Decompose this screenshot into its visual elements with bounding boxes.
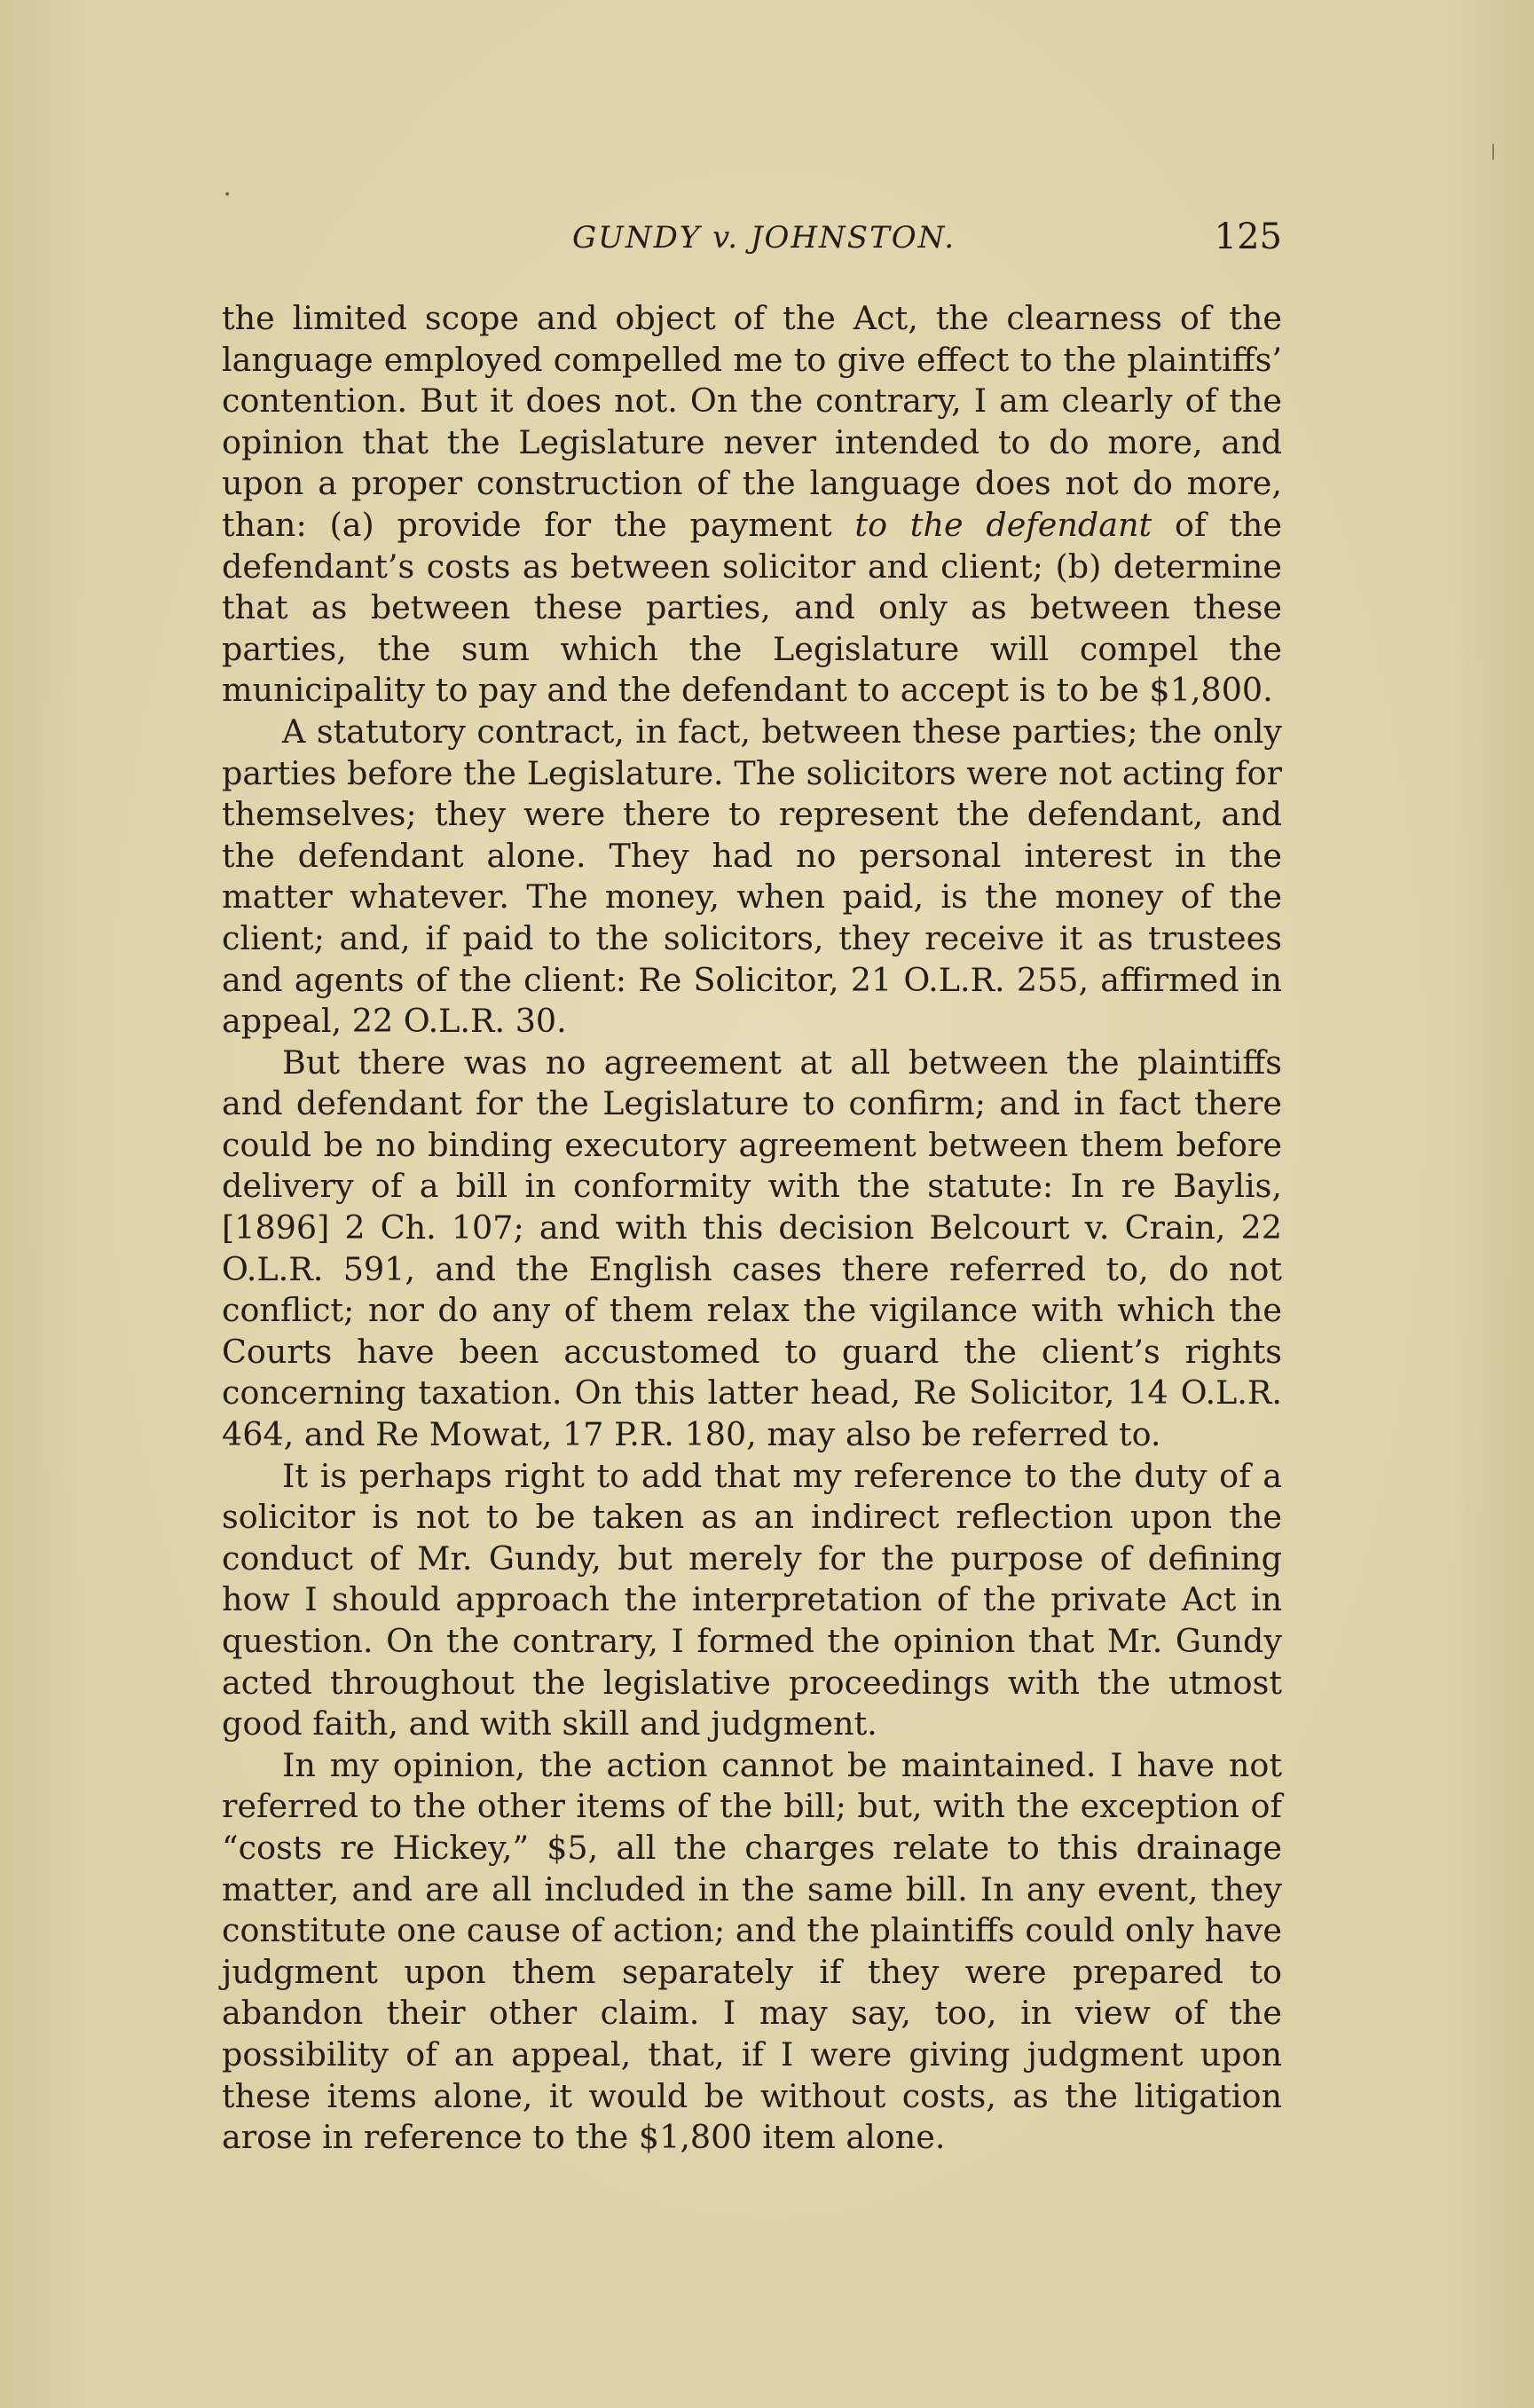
emphasis-to-the-defendant: to the defendant: [854, 505, 1152, 544]
page-number: 125: [1214, 216, 1282, 257]
body-text: [222, 298, 1282, 2159]
running-head: GUNDY v. JOHNSTON.: [572, 220, 956, 256]
paragraph-4: It is perhaps right to add that my reference to the duty of a solicitor is not to be taken as an indirect reflection upon the conduct of Mr. Gundy, but merely for the purpose of defining how I should approach the interpretation of the private Act in question. On the contrary, I formed the opinion that Mr. Gundy acted throughout the legislative proceedings with the utmost good faith, and with skill and judgment.: [222, 1456, 1282, 1743]
paragraph-1-text-before: the limited scope and object of the Act, the clearness of the language employed compelled me to give effect to the plaintiffs’ contention. But it does not. On the contrary, I am clearly of the opinion that the Legislature never intended to do more, and upon a proper construction of the language does not do more, than: (a) provide for the payment: [222, 299, 1282, 544]
paragraph-2: A statutory contract, in fact, between these parties; the only parties before the Legislature. The solicitors were not acting for themselves; they were there to represent the defendant, and the defendant alone. They had no personal interest in the matter whatever. The money, when paid, is the money of the client; and, if paid to the solicitors, they receive it as trustees and agents of the client: Re Solicitor, 21 O.L.R. 255, affirmed in appeal, 22 O.L.R. 30.: [222, 712, 1282, 1041]
print-speck: •: [224, 188, 232, 202]
paragraph-1: [222, 298, 1282, 712]
paragraph-5: In my opinion, the action cannot be maintained. I have not referred to the other items of the bill; but, with the exception of “costs re Hickey,” $5, all the charges relate to this drainage matter, and are all included in the same bill. In any event, they constitute one cause of action; and the plaintiffs could only have judgment upon them separately if they were prepared to abandon their other claim. I may say, too, in view of the possibility of an appeal, that, if I were giving judgment upon these items alone, it would be without costs, as the litigation arose in reference to the $1,800 item alone.: [222, 1745, 1282, 2157]
margin-mark: |: [1491, 142, 1497, 161]
paragraph-3: But there was no agreement at all between the plaintiffs and defendant for the Legislature to confirm; and in fact there could be no binding executory agreement between them before delivery of a bill in conformity with the statute: In re Baylis, [1896] 2 Ch. 107; and with this decision Belcourt v. Crain, 22 O.L.R. 591, and the English cases there referred to, do not conflict; nor do any of them relax the vigilance with which the Courts have been accustomed to guard the client’s rights concerning taxation. On this latter head, Re Solicitor, 14 O.L.R. 464, and Re Mowat, 17 P.R. 180, may also be referred to.: [222, 1043, 1282, 1454]
paragraph-1-text-after: of the defendant’s costs as between solicitor and client; (b) determine that as between these parties, and only as between these parties, the sum which the Legislature will compel the municipality to pay and the defendant to accept is to be $1,800.: [222, 505, 1283, 710]
page-header: [222, 213, 1282, 266]
